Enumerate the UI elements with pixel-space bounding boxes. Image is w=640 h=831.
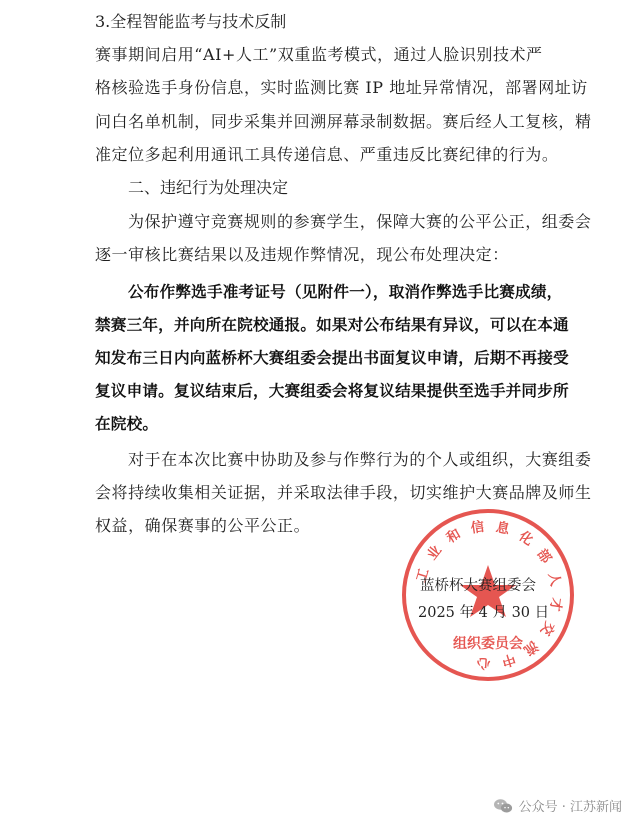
section-two-heading: 二、违纪行为处理决定 (128, 178, 289, 197)
seal-ring-text: 工业和信息化部人才交流中心 (413, 518, 565, 672)
signature-org: 蓝桥杯大赛组委会 (420, 578, 536, 594)
section-two-intro-line-1: 为保护遵守竞赛规则的参赛学生，保障大赛的公平公正，组委会 (128, 212, 592, 231)
section3-heading: 3.全程智能监考与技术反制 (95, 12, 287, 31)
section3-line-4: 准定位多起利用通讯工具传递信息、严重违反比赛纪律的行为。 (95, 145, 559, 164)
decision-line-5: 在院校。 (95, 415, 159, 433)
official-seal (398, 505, 578, 685)
wechat-icon (493, 798, 513, 814)
source-watermark (493, 796, 622, 815)
watermark-text: 公众号 · 江苏新闻 (518, 800, 622, 815)
section-two-intro-line-2: 逐一审核比赛结果以及违规作弊情况，现公布处理决定： (95, 245, 509, 264)
decision-line-4: 复议申请。复议结束后，大赛组委会将复议结果提供至选手并同步所 (95, 382, 569, 400)
decision-line-1: 公布作弊选手准考证号（见附件一），取消作弊选手比赛成绩， (128, 283, 563, 301)
section3-line-1: 赛事期间启用“AI+人工”双重监考模式，通过人脸识别技术严 (95, 45, 543, 64)
section3-line-2: 格核验选手身份信息，实时监测比赛 IP 地址异常情况，部署网址访 (95, 78, 588, 97)
section3-line-3: 问白名单机制，同步采集并回溯屏幕录制数据。赛后经人工复核，精 (95, 112, 592, 131)
seal-center-text: 组织委员会 (453, 636, 523, 652)
seal-graphic (404, 511, 572, 679)
decision-line-2: 禁赛三年，并向所在院校通报。如果对公布结果有异议，可以在本通 (95, 316, 569, 334)
decision-line-3: 知发布三日内向蓝桥杯大赛组委会提出书面复议申请，后期不再接受 (95, 349, 569, 367)
closing-line-3: 权益，确保赛事的公平公正。 (95, 516, 311, 535)
signature-date: 2025 年 4 月 30 日 (418, 605, 550, 621)
closing-line-1: 对于在本次比赛中协助及参与作弊行为的个人或组织，大赛组委 (128, 450, 592, 469)
closing-line-2: 会将持续收集相关证据，并采取法律手段，切实维护大赛品牌及师生 (95, 483, 592, 502)
